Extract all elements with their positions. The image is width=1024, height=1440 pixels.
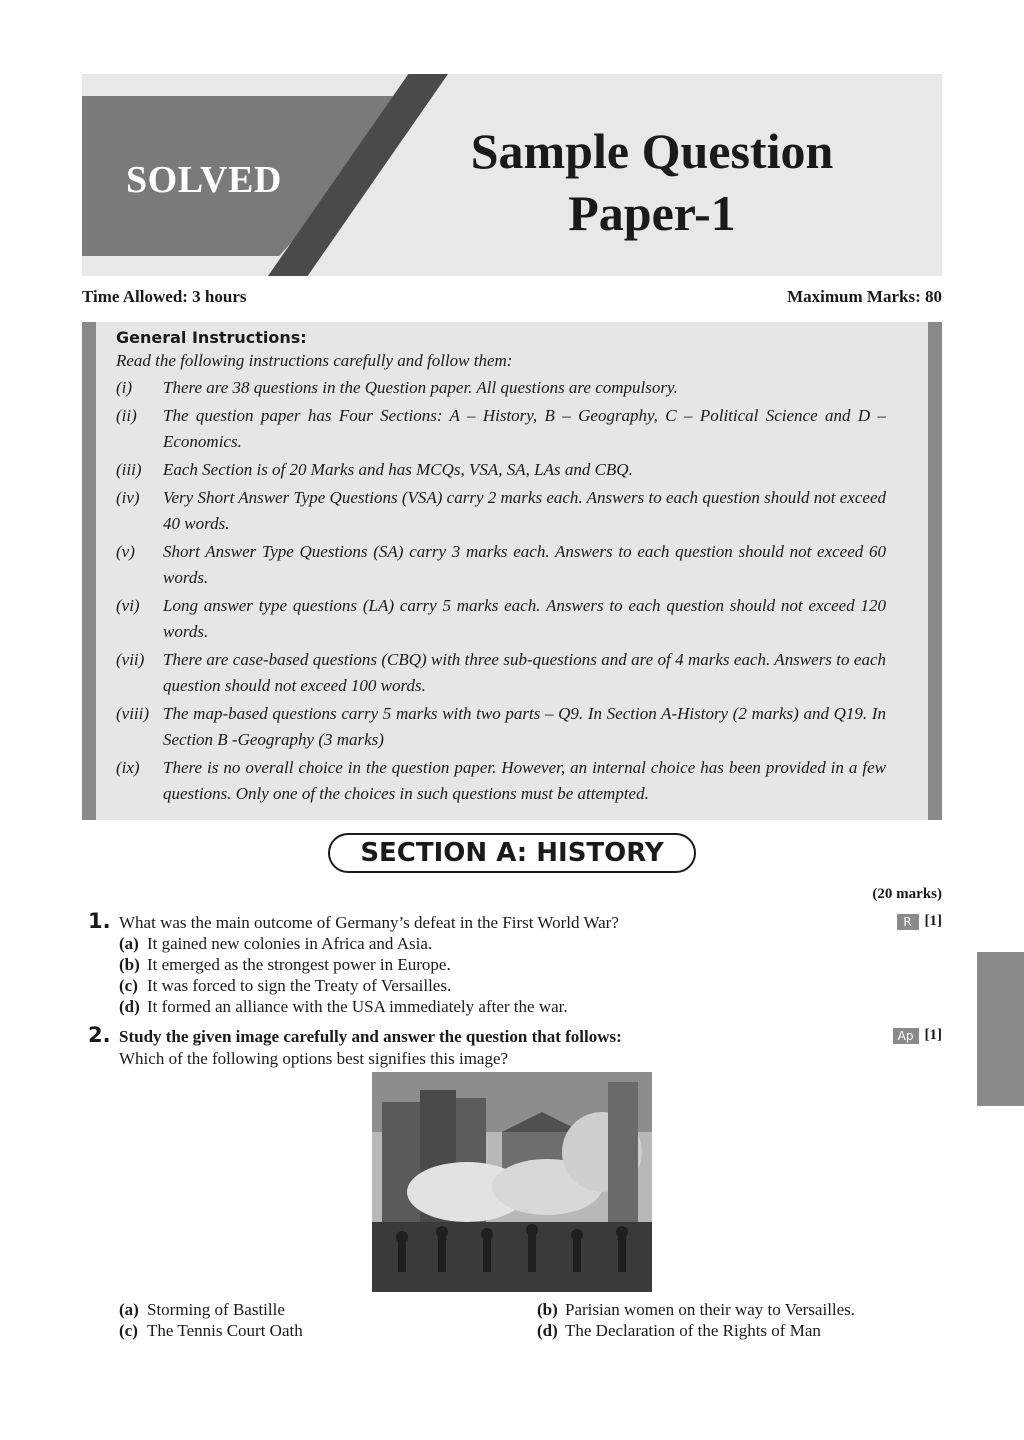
title-line-1: Sample Question: [470, 123, 834, 179]
side-tab: [977, 952, 1024, 1106]
question-text: Study the given image carefully and answer the question that follows:: [119, 1027, 622, 1046]
cognitive-level-badge: Ap: [893, 1028, 919, 1044]
instruction-number: (iii): [116, 460, 142, 479]
instruction-item: [116, 485, 886, 537]
cognitive-level-badge: R: [897, 914, 919, 930]
option-text: It emerged as the strongest power in Europe.: [147, 955, 451, 974]
option: [537, 1321, 821, 1341]
instruction-number: (viii): [116, 704, 150, 723]
maximum-marks: Maximum Marks: 80: [787, 287, 942, 306]
instruction-item: [116, 647, 886, 699]
option: [119, 955, 451, 975]
option: [119, 997, 568, 1017]
option: [119, 1321, 303, 1341]
section-heading: SECTION A: HISTORY: [328, 833, 696, 873]
option-text: It gained new colonies in Africa and Asia.: [147, 934, 433, 953]
instruction-number: (iv): [116, 488, 140, 507]
bastille-engraving-image: [372, 1072, 652, 1292]
instruction-text: Each Section is of 20 Marks and has MCQs, VSA, SA, LAs and CBQ.: [163, 460, 633, 479]
solved-badge: SOLVED: [126, 159, 282, 201]
instruction-item: [116, 457, 886, 483]
instruction-number: (vi): [116, 596, 140, 615]
instruction-text: Short Answer Type Questions (SA) carry 3 marks each. Answers to each question should not exceed 60 words.: [163, 542, 886, 587]
instruction-text: Very Short Answer Type Questions (VSA) carry 2 marks each. Answers to each question should not exceed 40 words.: [163, 488, 886, 533]
instruction-number: (ii): [116, 406, 137, 425]
question-text: What was the main outcome of Germany’s defeat in the First World War?: [119, 913, 619, 932]
option: [537, 1300, 855, 1320]
instruction-number: (i): [116, 378, 133, 397]
option-text: It was forced to sign the Treaty of Versailles.: [147, 976, 452, 995]
instruction-text: The question paper has Four Sections: A – History, B – Geography, C – Political Science and D – Economics.: [163, 406, 886, 451]
option: [119, 934, 432, 954]
question-marks: [1]: [924, 1027, 942, 1043]
engraving-illustration: [372, 1072, 652, 1292]
option: [119, 1300, 285, 1320]
option-label: (c): [119, 1321, 138, 1340]
option-text: Storming of Bastille: [147, 1300, 285, 1319]
instruction-number: (vii): [116, 650, 145, 669]
question-marks-tag: [893, 1027, 942, 1044]
instructions-heading: General Instructions:: [116, 328, 307, 347]
option-label: (a): [119, 1300, 139, 1319]
instruction-item: [116, 701, 886, 753]
instruction-number: (v): [116, 542, 135, 561]
instruction-item: [116, 403, 886, 455]
option: [119, 976, 451, 996]
instruction-text: There are 38 questions in the Question paper. All questions are compulsory.: [163, 378, 678, 397]
instruction-text: There are case-based questions (CBQ) with three sub-questions and are of 4 marks each. Answers to each question should not exceed 100 words.: [163, 650, 886, 695]
option-label: (c): [119, 976, 138, 995]
instruction-text: Long answer type questions (LA) carry 5 marks each. Answers to each question should not exceed 120 words.: [163, 596, 886, 641]
option-text: The Tennis Court Oath: [147, 1321, 303, 1340]
header-banner: [82, 74, 942, 276]
title-line-2: Paper-1: [568, 185, 736, 241]
option-text: The Declaration of the Rights of Man: [565, 1321, 821, 1340]
page-title: [422, 120, 882, 244]
option-label: (b): [119, 955, 140, 974]
instructions-intro: Read the following instructions carefully and follow them:: [116, 351, 513, 370]
section-marks: (20 marks): [872, 886, 942, 902]
time-allowed: Time Allowed: 3 hours: [82, 287, 247, 306]
question-marks: [1]: [924, 913, 942, 929]
instructions-left-bar: [82, 322, 96, 820]
option-label: (d): [537, 1321, 558, 1340]
question-number: 2.: [88, 1023, 111, 1047]
instructions-content: [116, 328, 886, 809]
instruction-text: There is no overall choice in the question paper. However, an internal choice has been provided in a few questions. Only one of the choices in such questions must be attempted.: [163, 758, 886, 803]
option-label: (d): [119, 997, 140, 1016]
question-marks-tag: [897, 913, 943, 930]
option-text: It formed an alliance with the USA immediately after the war.: [147, 997, 568, 1016]
instructions-right-bar: [928, 322, 942, 820]
option-text: Parisian women on their way to Versailles.: [565, 1300, 856, 1319]
instruction-item: [116, 755, 886, 807]
instruction-item: [116, 375, 886, 401]
instruction-text: The map-based questions carry 5 marks with two parts – Q9. In Section A-History (2 marks) and Q19. In Section B -Geography (3 marks): [163, 704, 886, 749]
option-label: (a): [119, 934, 139, 953]
instruction-item: [116, 539, 886, 591]
option-label: (b): [537, 1300, 558, 1319]
question-number: 1.: [88, 909, 111, 933]
instructions-box: [82, 322, 942, 820]
question-subtext: Which of the following options best signifies this image?: [119, 1049, 509, 1068]
instruction-item: [116, 593, 886, 645]
instruction-number: (ix): [116, 758, 140, 777]
